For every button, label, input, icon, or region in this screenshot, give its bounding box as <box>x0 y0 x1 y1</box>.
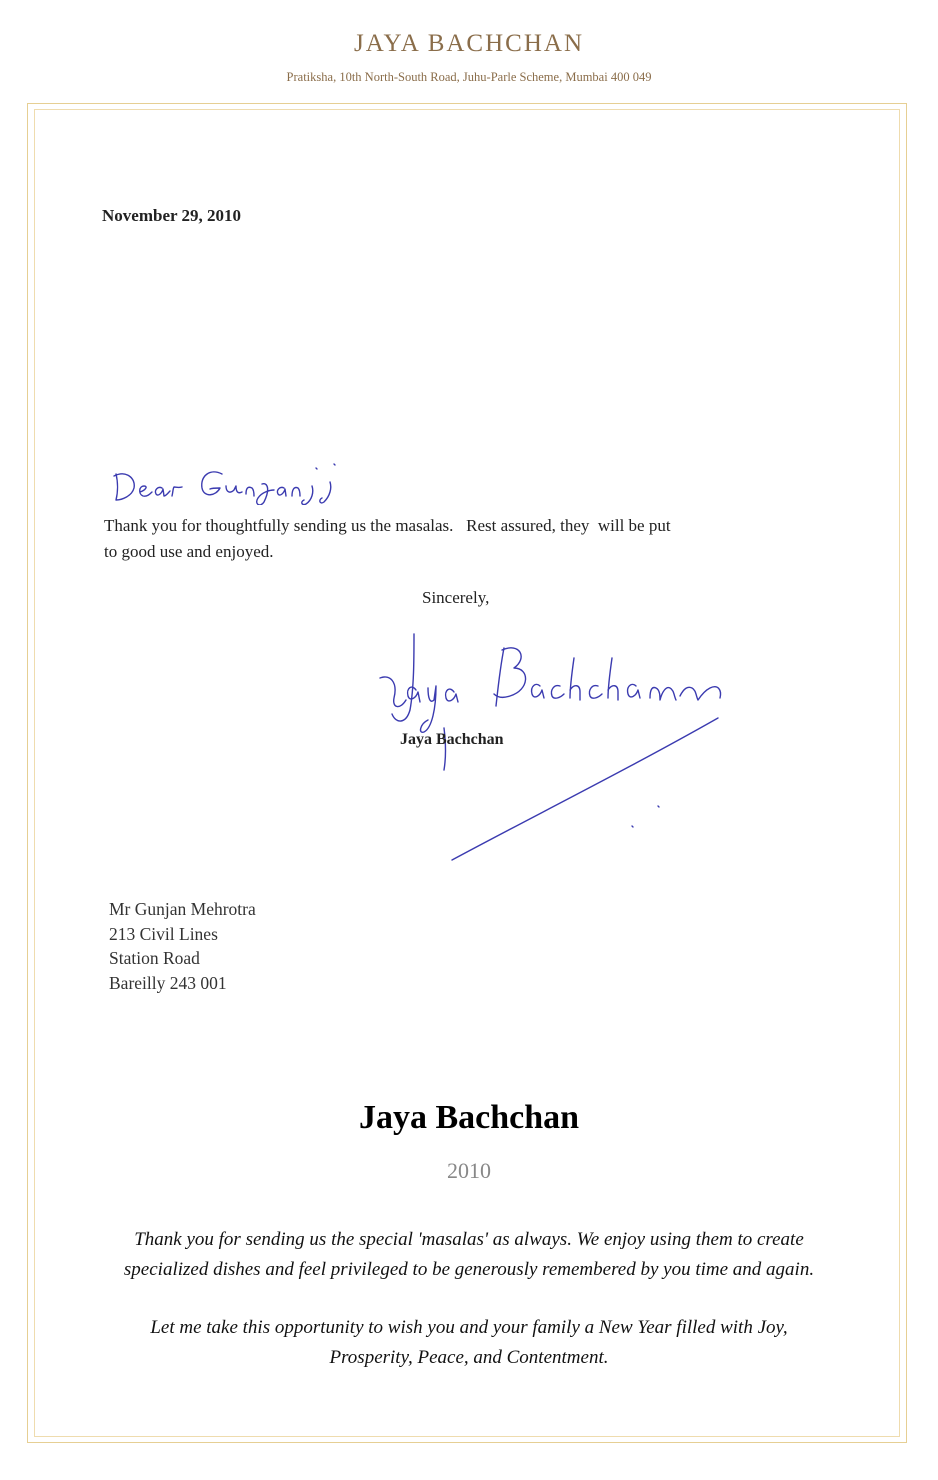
caption-title: Jaya Bachchan <box>358 1099 580 1136</box>
caption-line: Thank you for sending us the special 'masalas' as always. We enjoy using them to create <box>134 1229 804 1250</box>
letter-body-line: Thank you for thoughtfully sending us the masalas. Rest assured, they will be put <box>104 516 671 535</box>
recipient-city: Bareilly 243 001 <box>109 972 227 993</box>
letter-date: November 29, 2010 <box>102 206 241 225</box>
caption-paragraph-2 <box>60 1313 878 1373</box>
caption-paragraph-1 <box>60 1225 878 1285</box>
letter-closing: Sincerely, <box>422 588 490 607</box>
recipient-road: Station Road <box>109 948 200 968</box>
signer-name: Jaya Bachchan <box>400 731 504 748</box>
caption-year: 2010 <box>447 1158 491 1183</box>
recipient-street: 213 Civil Lines <box>109 923 218 944</box>
letter-body <box>104 513 844 565</box>
caption-line: Let me take this opportunity to wish you and your family a New Year filled with Joy, <box>150 1317 788 1338</box>
caption-line: specialized dishes and feel privileged to be generously remembered by you time and again. <box>123 1259 815 1280</box>
letter-body-line: to good use and enjoyed. <box>104 542 274 561</box>
recipient-name: Mr Gunjan Mehrotra <box>109 899 256 919</box>
handwritten-salutation <box>112 460 412 505</box>
recipient-address <box>109 897 256 995</box>
caption-line: Prosperity, Peace, and Contentment. <box>329 1347 609 1368</box>
letterhead-address: Pratiksha, 10th North-South Road, Juhu-Parle Scheme, Mumbai 400 049 <box>286 70 652 84</box>
letterhead-name: JAYA BACHCHAN <box>354 30 584 57</box>
